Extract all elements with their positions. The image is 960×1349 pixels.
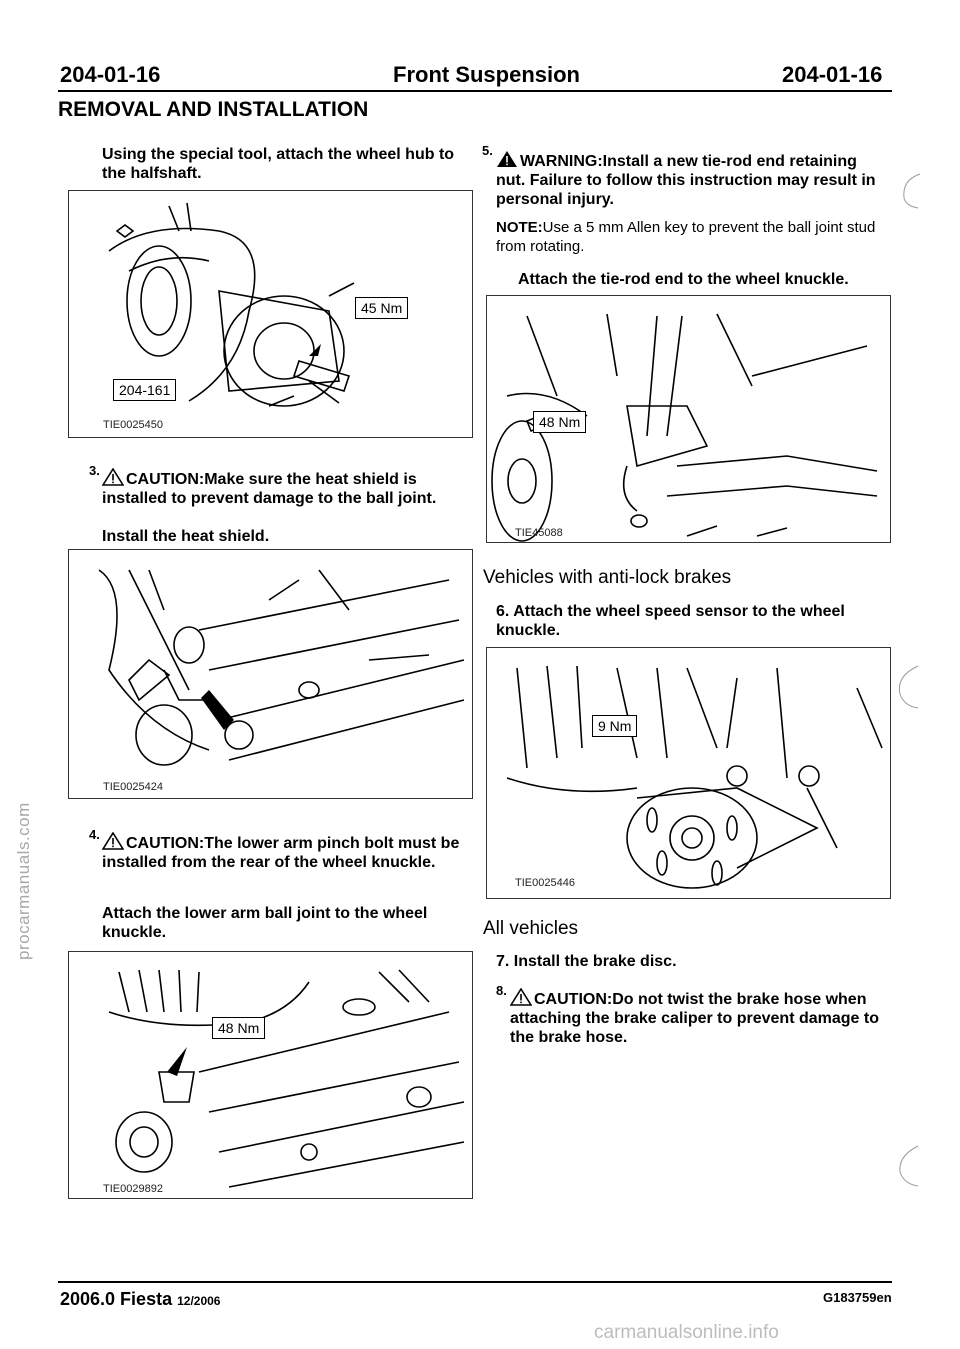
caution-icon: [510, 988, 532, 1006]
step-3-caution: [102, 468, 482, 508]
step-4-caution: [102, 832, 477, 872]
footer-date: 12/2006: [177, 1294, 221, 1308]
header-title: Front Suspension: [393, 62, 580, 87]
figure-speed-sensor: [486, 647, 891, 899]
step-5-warning-text: WARNING:Install a new tie-rod end retaining nut. Failure to follow this instruction may result in personal injury.: [496, 153, 876, 208]
step-8-caution-text: CAUTION:Do not twist the brake hose when attaching the brake caliper to prevent damage to the brake hose.: [510, 991, 879, 1046]
footer-model: [60, 1289, 220, 1310]
torque-label-48nm: 48 Nm: [212, 1017, 265, 1039]
abs-heading: Vehicles with anti-lock brakes: [483, 567, 732, 588]
step-8-caution: [510, 988, 890, 1047]
step-3-caution-text: CAUTION:Make sure the heat shield is installed to prevent damage to the ball joint.: [102, 471, 437, 507]
step-4-number: 4.: [89, 827, 100, 842]
side-watermark: procarmanuals.com: [14, 802, 33, 960]
step-5-warning: [496, 150, 876, 209]
heat-shield-illustration: [69, 550, 473, 799]
figure-heat-shield: [68, 549, 473, 799]
step-5-action: Attach the tie-rod end to the wheel knuckle.: [518, 271, 849, 288]
lower-arm-illustration: [69, 952, 473, 1199]
scan-artifact-mark: [888, 662, 928, 712]
scan-artifact-mark: [888, 1142, 928, 1192]
header-right-code: 204-01-16: [782, 62, 883, 87]
step-7-text: 7. Install the brake disc.: [496, 953, 677, 970]
warning-icon: [496, 150, 518, 168]
step-3-number: 3.: [89, 463, 100, 478]
speed-sensor-illustration: [487, 648, 891, 899]
section-title: REMOVAL AND INSTALLATION: [58, 98, 369, 121]
figure-lower-arm: [68, 951, 473, 1199]
footer-model-name: 2006.0 Fiesta: [60, 1289, 173, 1309]
step-4-action: Attach the lower arm ball joint to the wheel knuckle.: [102, 905, 428, 941]
tool-label-204-161: 204-161: [113, 379, 176, 401]
figure-id: TIE0025424: [103, 781, 163, 793]
step-4-caution-text: CAUTION:The lower arm pinch bolt must be installed from the rear of the wheel knuckle.: [102, 835, 460, 871]
footer-rule: [58, 1281, 892, 1283]
torque-label-48nm: 48 Nm: [533, 411, 586, 433]
figure-id: TIE0029892: [103, 1183, 163, 1195]
note-text: Use a 5 mm Allen key to prevent the ball joint stud from rotating.: [496, 219, 876, 255]
step-3-action: Install the heat shield.: [102, 528, 270, 545]
torque-label-45nm: 45 Nm: [355, 297, 408, 319]
step-8-number: 8.: [496, 983, 507, 998]
figure-id: TIE0025446: [515, 877, 575, 889]
figure-wheel-hub: [68, 190, 473, 438]
caution-icon: [102, 468, 124, 486]
figure-tie-rod: [486, 295, 891, 543]
bottom-watermark: carmanualsonline.info: [594, 1322, 779, 1343]
torque-label-9nm: 9 Nm: [592, 715, 637, 737]
scan-artifact-mark: [890, 170, 930, 210]
step-6-text: 6. Attach the wheel speed sensor to the wheel knuckle.: [496, 603, 845, 639]
header-rule: [58, 90, 892, 92]
step-5-note: [496, 218, 876, 256]
intro-text: Using the special tool, attach the wheel hub to the halfshaft.: [102, 146, 455, 182]
caution-icon: [102, 832, 124, 850]
step-5-number: 5.: [482, 143, 493, 158]
all-vehicles-heading: All vehicles: [483, 918, 579, 939]
figure-id: TIE45088: [515, 527, 563, 539]
header-left-code: 204-01-16: [60, 62, 161, 87]
footer-doc-code: G183759en: [823, 1290, 892, 1305]
figure-id: TIE0025450: [103, 419, 163, 431]
note-label: NOTE:: [496, 219, 543, 236]
